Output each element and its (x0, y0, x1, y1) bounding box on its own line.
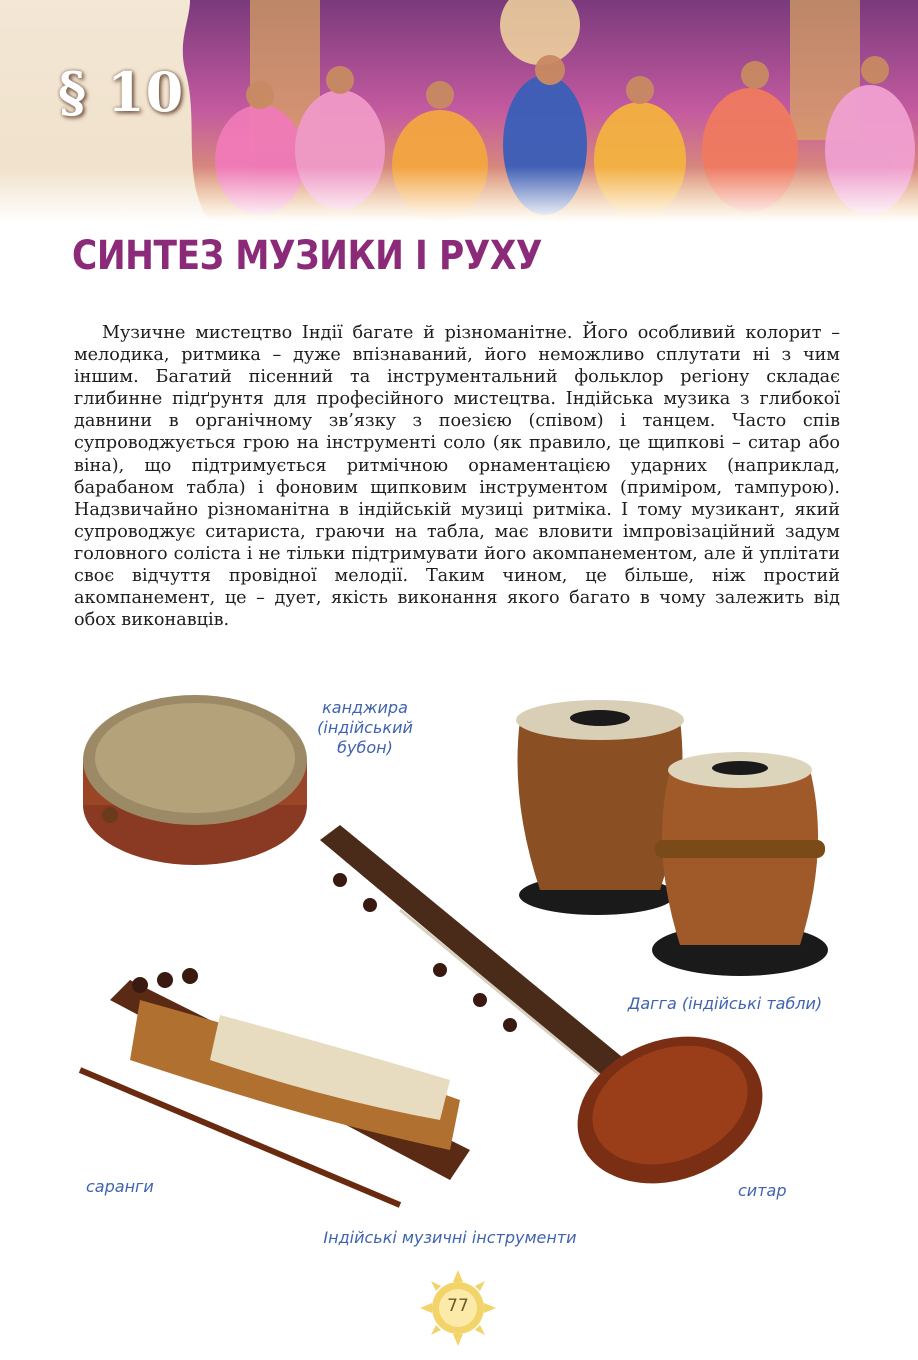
figure-caption: Індійські музичні інструменти (323, 1228, 577, 1247)
kanjira-image (83, 695, 307, 865)
label-sitar: ситар (738, 1181, 787, 1200)
instruments-illustration (70, 680, 850, 1220)
section-number: § 10 (58, 60, 185, 124)
label-tabla: Дагга (індійські табли) (627, 994, 823, 1013)
sarangi-image (80, 968, 470, 1205)
page-number: 77 (447, 1296, 469, 1316)
header-banner (0, 0, 918, 222)
label-kanjira: канджира (індійський бубон) (317, 698, 413, 757)
label-sarangi: саранги (86, 1177, 154, 1196)
body-paragraph: Музичне мистецтво Індії багате й різноманітне. Його особливий колорит – мелодика, ритмика – дуже впізнаваний, його неможливо сплутати ні з чим іншим. Багатий пісенний та інструментальний фольклор регіону складає глибинне підґрунтя для професійного мистецтва. Індійська музика з глибокої давнини в органічному зв’язку з поезією (співом) і танцем. Часто спів супроводжується грою на інструменті соло (як правило, це щипкові – ситар або віна), що підтримується ритмічною орнаментацією ударних (наприклад, барабаном табла) і фоновим щипковим інструментом (приміром, тампурою). Надзвичайно різноманітна в індійській музиці ритміка. І тому музикант, який супроводжує ситариста, граючи на табла, має вловити імпровізаційний задум головного соліста і не тільки підтримувати його акомпанементом, але й уплітати своє відчуття провідної мелодії. Таким чином, це більше, ніж простий акомпанемент, це – дует, якість виконання якого багато в чому залежить від обох виконавців. (74, 323, 840, 631)
page-title: СИНТЕЗ МУЗИКИ І РУХУ (72, 233, 543, 279)
tabla-image (516, 700, 828, 976)
page-number-badge (418, 1268, 498, 1348)
